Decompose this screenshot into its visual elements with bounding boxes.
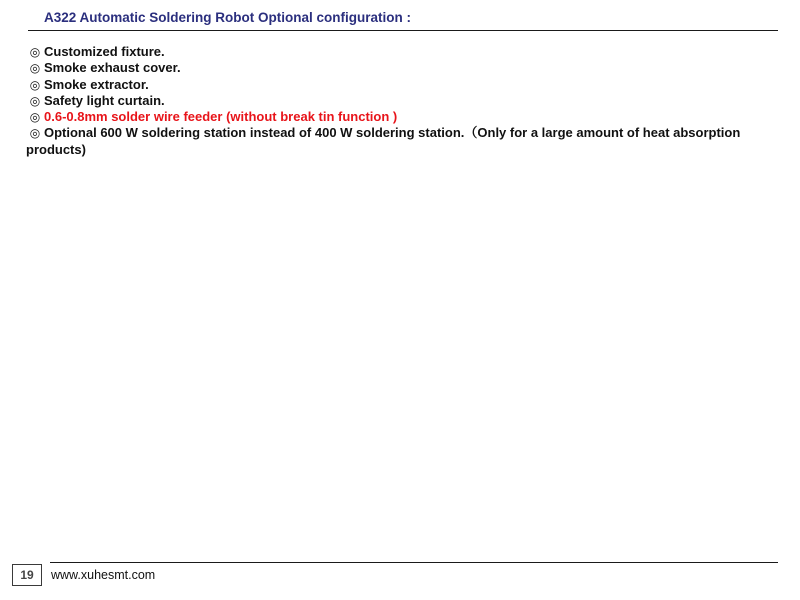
list-item-text: 0.6-0.8mm solder wire feeder (without break tin function ) (44, 109, 398, 125)
double-circle-bullet-icon: ◎ (29, 93, 41, 108)
double-circle-bullet-icon: ◎ (29, 126, 41, 141)
title-divider (28, 30, 778, 31)
list-item-light-curtain (26, 93, 778, 109)
list-item-text: Smoke extractor. (44, 76, 149, 92)
list-item-text: Optional 600 W soldering station instead of 400 W soldering station.（Only for a large amount of heat absorption products) (26, 125, 741, 157)
list-item-text: Smoke exhaust cover. (44, 60, 181, 76)
double-circle-bullet-icon: ◎ (29, 77, 41, 92)
double-circle-bullet-icon: ◎ (29, 45, 41, 59)
list-item-exhaust-cover (26, 60, 778, 76)
list-item-smoke-extractor (26, 77, 778, 93)
list-item-fixture (26, 44, 778, 60)
list-item-text: Customized fixture. (44, 44, 165, 59)
option-list (26, 44, 778, 158)
double-circle-bullet-icon: ◎ (29, 61, 41, 76)
list-item-text: Safety light curtain. (44, 92, 165, 108)
list-item-soldering-station (26, 125, 778, 158)
footer-website: www.xuhesmt.com (51, 568, 156, 582)
list-item-wire-feeder (26, 109, 778, 125)
page-number: 19 (12, 564, 42, 586)
footer-divider (50, 562, 778, 563)
double-circle-bullet-icon: ◎ (29, 110, 41, 125)
slide-title: A322 Automatic Soldering Robot Optional configuration : (44, 10, 411, 25)
